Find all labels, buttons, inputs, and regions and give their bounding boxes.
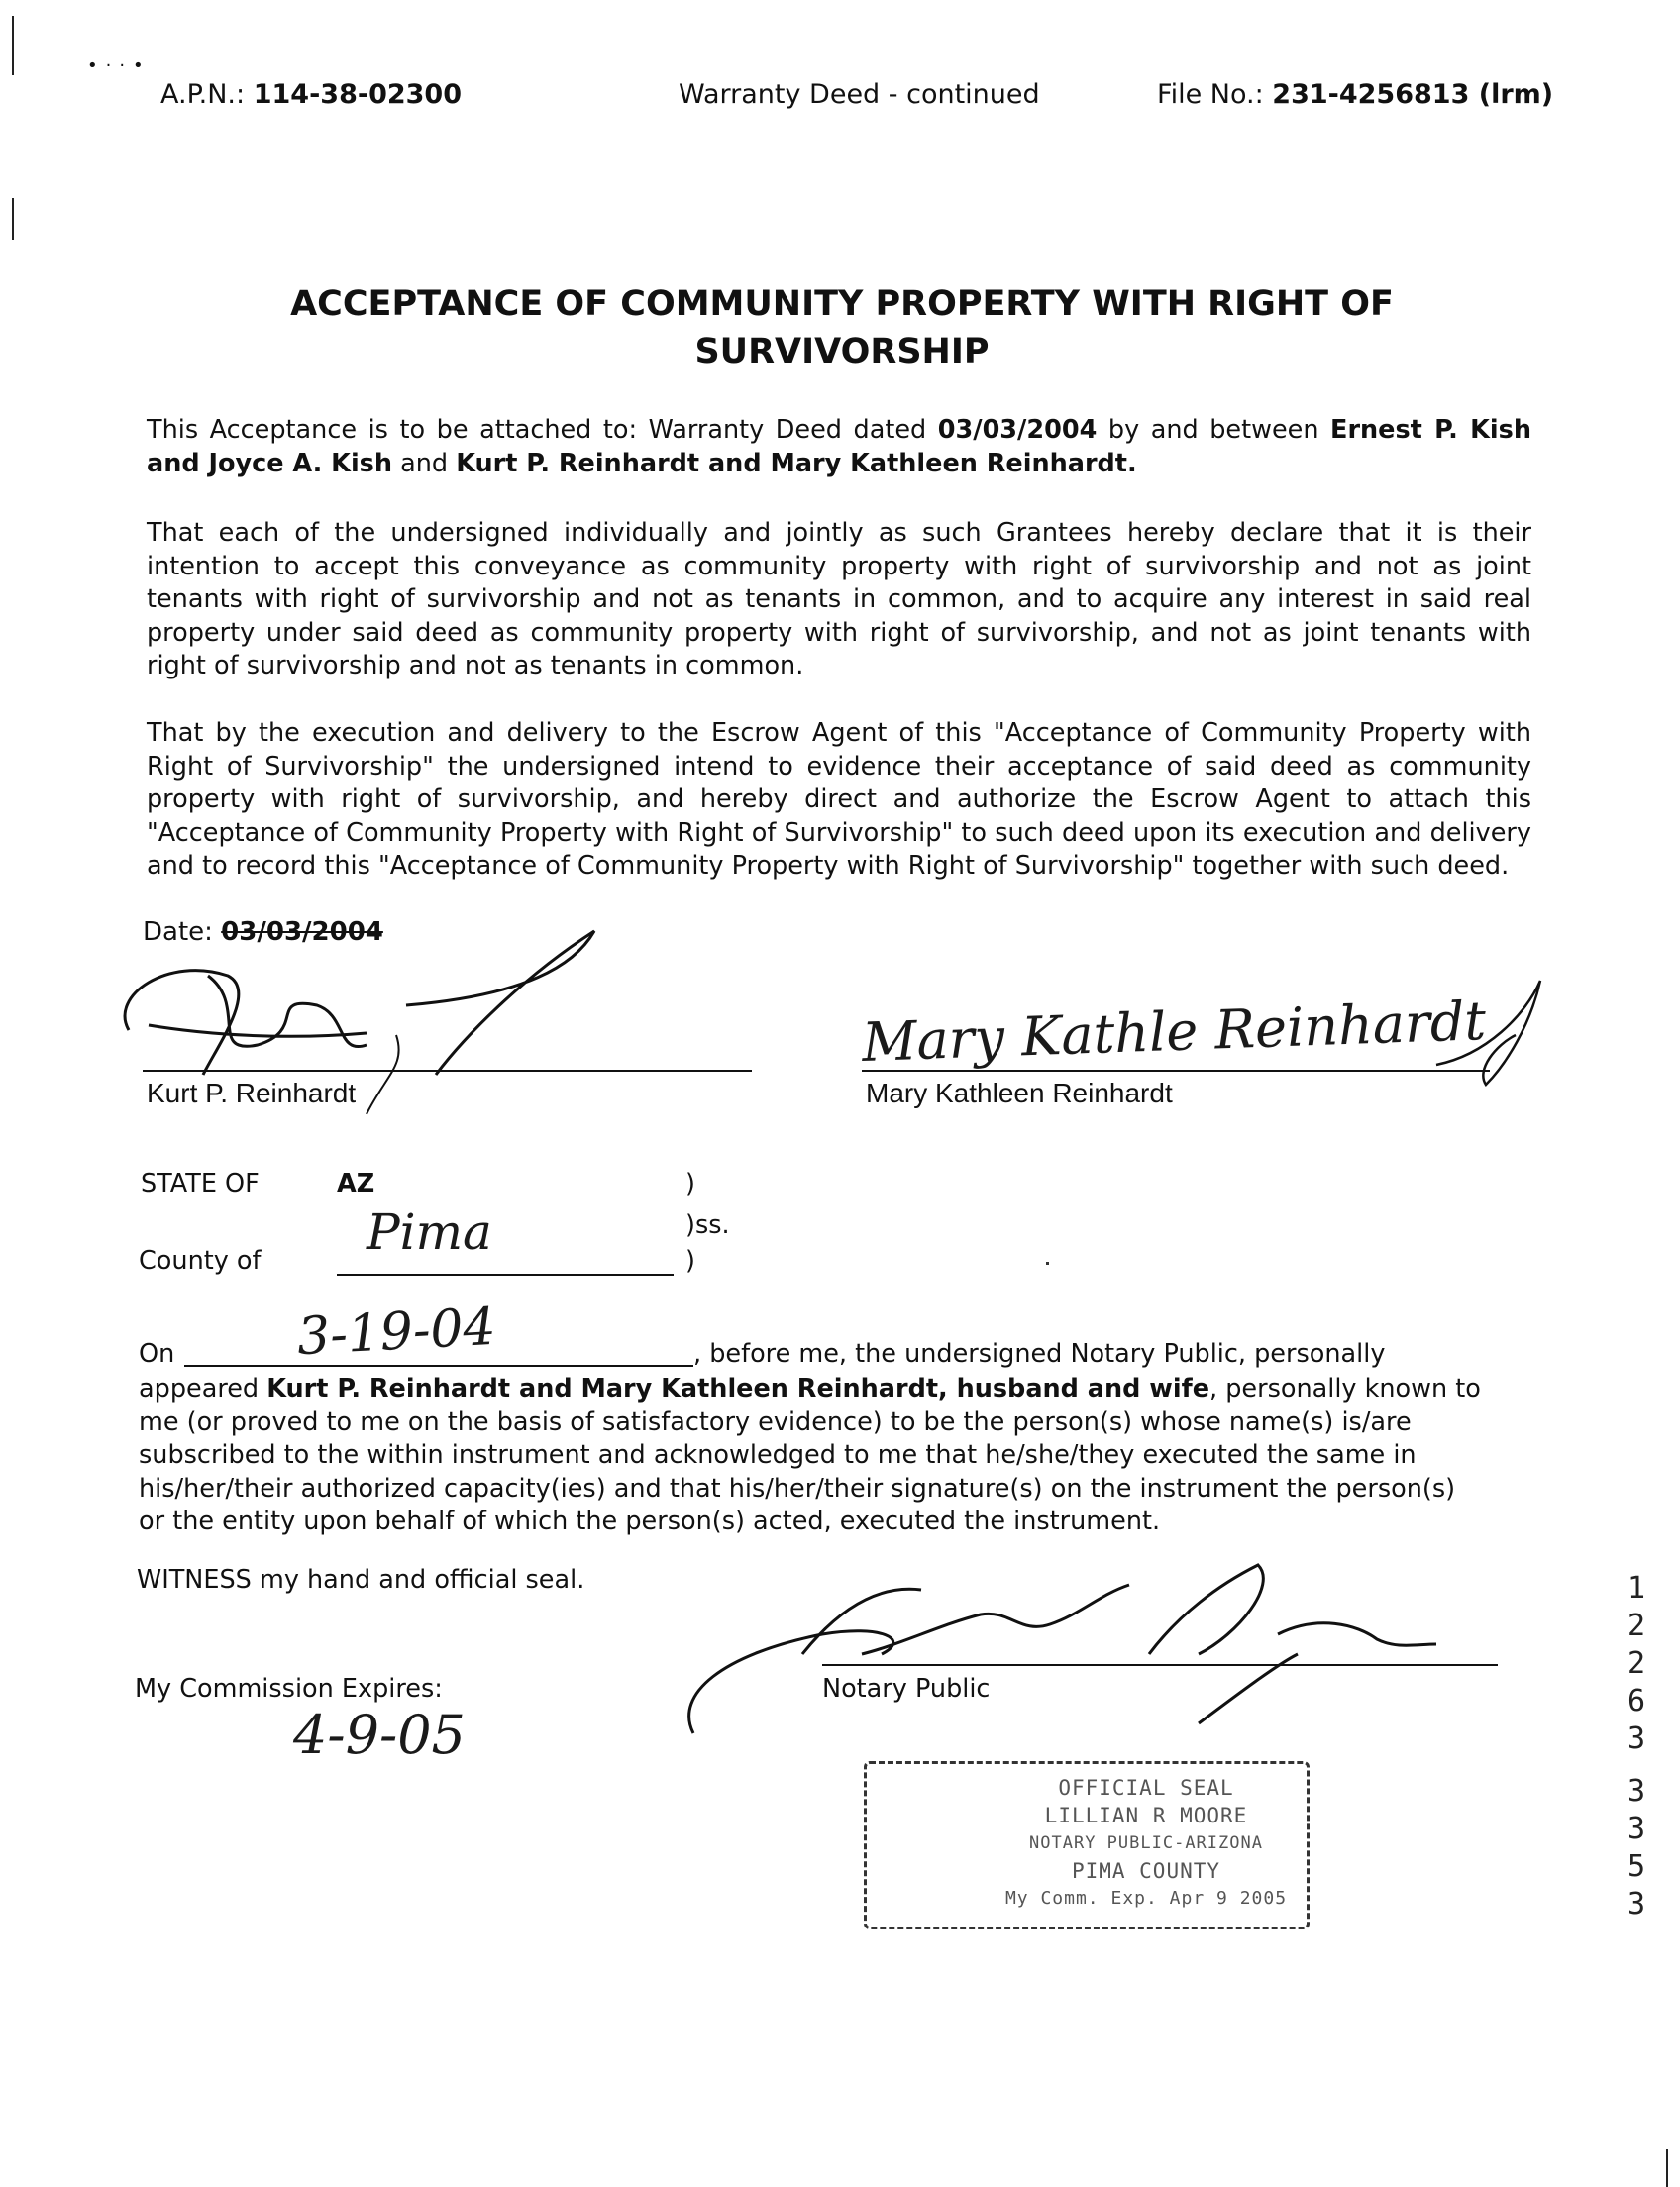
date-label: Date: [143, 917, 222, 947]
scan-edge-mark [1666, 2149, 1668, 2187]
title-line-2: SURVIVORSHIP [694, 332, 990, 371]
document-title [238, 280, 1446, 375]
mary-signature-line [862, 1070, 1490, 1072]
declaration-paragraph: That each of the undersigned individually and jointly as such Grantees hereby declare that it is their intention to accept this conveyance as community property with right of survivorship and not as joint tenants with right of survivorship and not as tenants in common, and to acquire any interest in said real property under said deed as community property with right of survivorship, and not as joint tenants with right of survivorship and not as tenants in common. [147, 518, 1531, 680]
notary-signature-line [822, 1664, 1498, 1666]
grantee-names: Kurt P. Reinhardt and Mary Kathleen Reinhardt. [456, 448, 1137, 478]
mary-signature: Mary Kathle Reinhardt [861, 989, 1488, 1074]
kurt-signature-line [143, 1070, 752, 1072]
para1-text-2: by and between [1097, 415, 1331, 445]
seal-line-5: My Comm. Exp. Apr 9 2005 [1004, 1888, 1288, 1909]
seal-line-1: OFFICIAL SEAL [1058, 1776, 1234, 1800]
scan-edge-mark [12, 16, 14, 75]
venue-paren-1: ) [685, 1169, 695, 1198]
notary-on-text: , before me, the undersigned Notary Public, personally [693, 1339, 1386, 1369]
apn-header [160, 79, 462, 110]
state-label: STATE OF [141, 1169, 260, 1198]
recording-number-top-text: 12263 [1627, 1571, 1646, 1756]
file-value: 231-4256813 (lrm) [1272, 79, 1554, 110]
seal-line-3: NOTARY PUBLIC-ARIZONA [1029, 1833, 1263, 1853]
recording-number-bottom-text: 3353 [1627, 1774, 1646, 1922]
title-line-1: ACCEPTANCE OF COMMUNITY PROPERTY WITH RIGHT OF [290, 284, 1394, 324]
scan-edge-mark [12, 198, 14, 240]
date-value: 03/03/2004 [221, 917, 383, 947]
venue-paren-3: ) [685, 1246, 695, 1276]
acknowledgment-paragraph [139, 1373, 1486, 1539]
mary-signature-flourish [1426, 976, 1555, 1104]
file-label: File No.: [1157, 79, 1264, 110]
witness-text: WITNESS my hand and official seal. [137, 1565, 585, 1595]
state-value: AZ [337, 1169, 375, 1198]
recording-number-bottom [1623, 1773, 1650, 1924]
commission-label: My Commission Expires: [135, 1674, 443, 1704]
acknowledgment-body: , personally known to me (or proved to me on the basis of satisfactory evidence) to be the person(s) whose name(s) is/are subscribed to the within instrument and acknowledged to me that he/she/they executed the same in his/her/their authorized capacity(ies) and that his/her/their signature(s) on the instrument the person(s) or the entity upon behalf of which the person(s) acted, executed the instrument. [139, 1374, 1481, 1536]
grantor-names: Ernest P. Kish and Joyce A. Kish [147, 415, 1531, 478]
notary-seal-stamp [864, 1761, 1310, 1929]
seal-line-2: LILLIAN R MOORE [1044, 1804, 1248, 1827]
notary-signature [683, 1545, 1436, 1743]
venue-ss: )ss. [685, 1210, 730, 1240]
attachment-paragraph [147, 414, 1531, 480]
county-value: Pima [367, 1203, 492, 1261]
mary-name-label: Mary Kathleen Reinhardt [866, 1078, 1173, 1108]
kurt-signature [109, 916, 624, 1144]
para1-text-3: and [392, 448, 457, 478]
scan-speck [1046, 1262, 1049, 1265]
scan-dots: •··• [87, 55, 152, 76]
notary-date-underline [184, 1365, 693, 1367]
kurt-name-label: Kurt P. Reinhardt [147, 1078, 357, 1108]
notary-date: 3-19-04 [295, 1297, 497, 1368]
appeared-names: Kurt P. Reinhardt and Mary Kathleen Reinhardt, husband and wife [266, 1374, 1209, 1404]
header-center: Warranty Deed - continued [679, 79, 1040, 110]
on-label: On [139, 1339, 175, 1369]
seal-line-4: PIMA COUNTY [1071, 1859, 1221, 1883]
escrow-paragraph: That by the execution and delivery to the Escrow Agent of this "Acceptance of Community Property with Right of Survivorship" the undersigned intend to evidence their acceptance of said deed as community property with right of survivorship, and hereby direct and authorize the Escrow Agent to attach this "Acceptance of Community Property with Right of Survivorship" to such deed upon its execution and delivery and to record this "Acceptance of Community Property with Right of Survivorship" together with such deed. [147, 718, 1531, 881]
appeared-label: appeared [139, 1374, 267, 1404]
deed-date: 03/03/2004 [937, 415, 1098, 445]
county-underline [337, 1274, 674, 1276]
commission-date: 4-9-05 [293, 1704, 466, 1766]
apn-value: 114-38-02300 [253, 79, 462, 110]
para1-text-1: This Acceptance is to be attached to: Warranty Deed dated [147, 415, 938, 445]
recording-number-top [1623, 1570, 1650, 1758]
file-number-header [1157, 79, 1553, 110]
county-label: County of [139, 1246, 262, 1276]
apn-label: A.P.N.: [160, 79, 246, 110]
notary-public-label: Notary Public [822, 1674, 991, 1704]
